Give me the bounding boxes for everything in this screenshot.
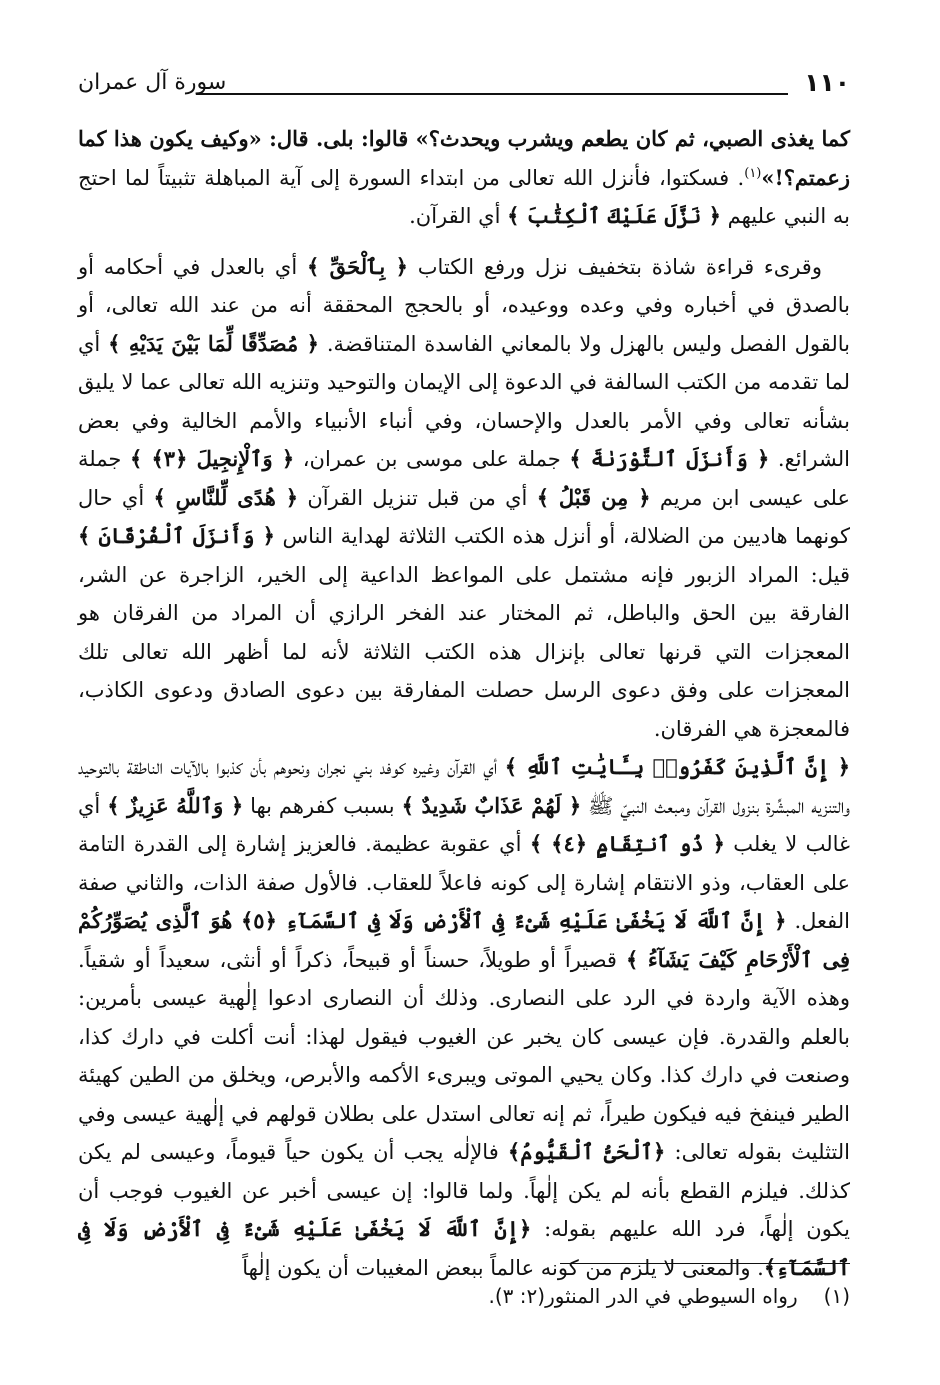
text-run: بسبب كفرهم بها (250, 793, 395, 818)
quran-verse: ﴿ ذُو ٱنتِقَامٍ ﴿٤﴾ ﴾ (529, 831, 725, 856)
main-text (78, 120, 850, 1287)
quran-verse: ﴿ مِن قَبْلُ ﴾ (536, 484, 651, 510)
quran-verse: ﴿ مُصَدِّقًا لِّمَا بَيْنَ يَدَيْهِ ﴾ (108, 330, 319, 356)
quran-verse: ﴿ نَزَّلَ عَلَيْكَ ٱلْكِتَٰبَ ﴾ (507, 203, 721, 228)
footnote-divider (560, 1263, 850, 1264)
paragraph-1 (78, 120, 850, 236)
footnote (489, 1284, 851, 1308)
text-run: أي القرآن وغيره كوفد بني نجران ونحوهم بأن كذبوا بالآيات الناطقة بالتوحيد والتنزيه المبشِّرة بنزول القرآن ومبعث النبيّ ﷺ (78, 755, 850, 818)
text-run: أي حال كونهما هاديين من الضلالة، أو أنزل هذه الكتب الثلاثة لهداية الناس (78, 485, 850, 548)
quran-verse: ﴿ إِنَّ ٱلَّذِينَ كَفَرُوا۟ بِـَٔايَٰتِ ٱللَّهِ ﴾ (504, 754, 851, 779)
text-run: . والمعنى لا يلزم من كونه عالماً ببعض المغيبات أن يكون إلٰهاً (242, 1255, 764, 1280)
quran-verse: ﴿ وَأَنزَلَ ٱلتَّوْرَىٰةَ ﴾ (569, 446, 770, 471)
text-run: وقرىء قراءة شاذة بتخفيف نزل ورفع الكتاب (417, 254, 822, 279)
page-header (78, 66, 850, 106)
hadith-quote: كما يغذى الصبي، ثم كان يطعم ويشرب ويحدث؟» قالوا: بلى. قال: «وكيف يكون هذا كما زعمتم؟!» (78, 126, 850, 190)
quran-verse: ﴿ وَٱللَّهُ عَزِيزٌ ﴾ (107, 792, 244, 818)
paragraph-3 (78, 748, 850, 1287)
quran-verse: ﴿ وَأَنزَلَ ٱلْفُرْقَانَ ﴾ (78, 523, 275, 548)
text-run: قصيراً أو طويلاً، حسناً أو قبيحاً، ذكراً أو أنثى، سعيداً أو شقياً. وهذه الآية واردة في الرد على النصارى. وذلك أن النصارى ادعوا إلٰهية عيسى بأمرين: بالعلم والقدرة. فإن عيسى كان يخبر عن الغيوب فيقول لهذا: أنت أكلت في دارك كذا، وصنعت في دارك كذا. وكان يحيي الموتى ويبرىء الأكمه والأبرص، ويخلق من الطين كهيئة الطير فينفخ فيه فيكون طيراً، ثم إنه تعالى استدل على بطلان قولهم في إلٰهية عيسى وفي التثليث بقوله تعالى: (78, 947, 850, 1164)
quran-verse: ﴿ بِٱلْحَقِّ ﴾ (306, 253, 408, 279)
text-run: أي بالعدل في أحكامه أو بالصدق في أخباره وفي وعده ووعيده، أو بالحجج المحققة أنه من عند الله تعالى، أو بالقول الفصل وليس بالهزل ولا بالمعاني الفاسدة المتناقضة. (78, 254, 850, 356)
quran-verse: ﴿ٱلْحَىُّ ٱلْقَيُّومُ﴾ (507, 1139, 666, 1164)
footnote-number: (١) (823, 1284, 850, 1308)
footnote-ref: (١) (744, 165, 762, 181)
text-run: أي لما تقدمه من الكتب السالفة في الدعوة إلى الإيمان والتوحيد وتنزيه الله تعالى عما لا يليق بشأنه تعالى وفي الأمر بالعدل والإحسان، وفي أنباء الأنبياء والأمم الخالية وفي بعض الشرائع. (78, 331, 850, 471)
quran-verse: ﴿ هُدًى لِّلنَّاسِ ﴾ (153, 484, 299, 510)
text-run: . فسكتوا، فأنزل الله تعالى من ابتداء السورة إلى آية المباهلة تثبيتاً لما احتج به النبي عليهم (78, 165, 850, 228)
text-run: جملة على موسى بن عمران، (302, 447, 561, 471)
text-run: جملة على عيسى ابن مريم (78, 447, 851, 510)
text-run: أي عقوبة عظيمة. فالعزيز إشارة إلى القدرة التامة على العقاب، وذو الانتقام إشارة إلى كونه فاعلاً للعقاب. فالأول صفة الذات، والثاني صفة الفعل. (78, 832, 851, 933)
text-run: أي غالب لا يغلب (78, 793, 850, 856)
paragraph-2 (78, 248, 850, 749)
text-run: أي القرآن. (409, 204, 501, 228)
header-rule (196, 93, 788, 95)
quran-verse: ﴿إِنَّ ٱللَّهَ لَا يَخْفَىٰ عَلَيْهِ شَىْءٌ فِى ٱلْأَرْضِ وَلَا فِى ٱلسَّمَآءِ﴾ (78, 1216, 850, 1280)
surah-title: سورة آل عمران (78, 70, 227, 95)
quran-verse: ﴿ وَٱلْإِنجِيلَ ﴿٣﴾ ﴾ (129, 446, 295, 471)
page-number: ١١٠ (804, 68, 850, 97)
text-run: فالإلٰه يجب أن يكون حياً قيوماً، وعيسى لم يكن كذلك. فيلزم القطع بأنه لم يكن إلٰهاً. ولما قالوا: إن عيسى أخبر عن الغيوب فوجب أن يكون إلٰهاً، فرد الله عليهم بقوله: (78, 1140, 850, 1241)
footnote-text: رواه السيوطي في الدر المنثور(٢: ٣). (488, 1284, 798, 1308)
text-run: قيل: المراد الزبور فإنه مشتمل على المواعظ الداعية إلى الخير، الزاجرة عن الشر، الفارقة بين الحق والباطل، ثم المختار عند الفخر الرازي أن المراد من الفرقان هو المعجزات التي قرنها تعالى بإنزال هذه الكتب الثلاثة لأنه لما أظهر الله تعالى تلك المعجزات على وفق دعوى الرسل حصلت المفارقة بين دعوى الصادق ودعوى الكاذب، فالمعجزة هي الفرقان. (78, 562, 850, 741)
text-run: أي من قبل تنزيل القرآن (307, 485, 528, 510)
quran-verse: ﴿ إِنَّ ٱللَّهَ لَا يَخْفَىٰ عَلَيْهِ شَىْءٌ فِى ٱلْأَرْضِ وَلَا فِى ٱلسَّمَآءِ ﴿٥﴾ هُوَ ٱلَّذِى يُصَوِّرُكُمْ فِى ٱلْأَرْحَامِ كَيْفَ يَشَآءُ ﴾ (78, 908, 850, 972)
quran-verse: ﴿ لَهُمْ عَذَابٌ شَدِيدٌ ﴾ (401, 792, 582, 818)
